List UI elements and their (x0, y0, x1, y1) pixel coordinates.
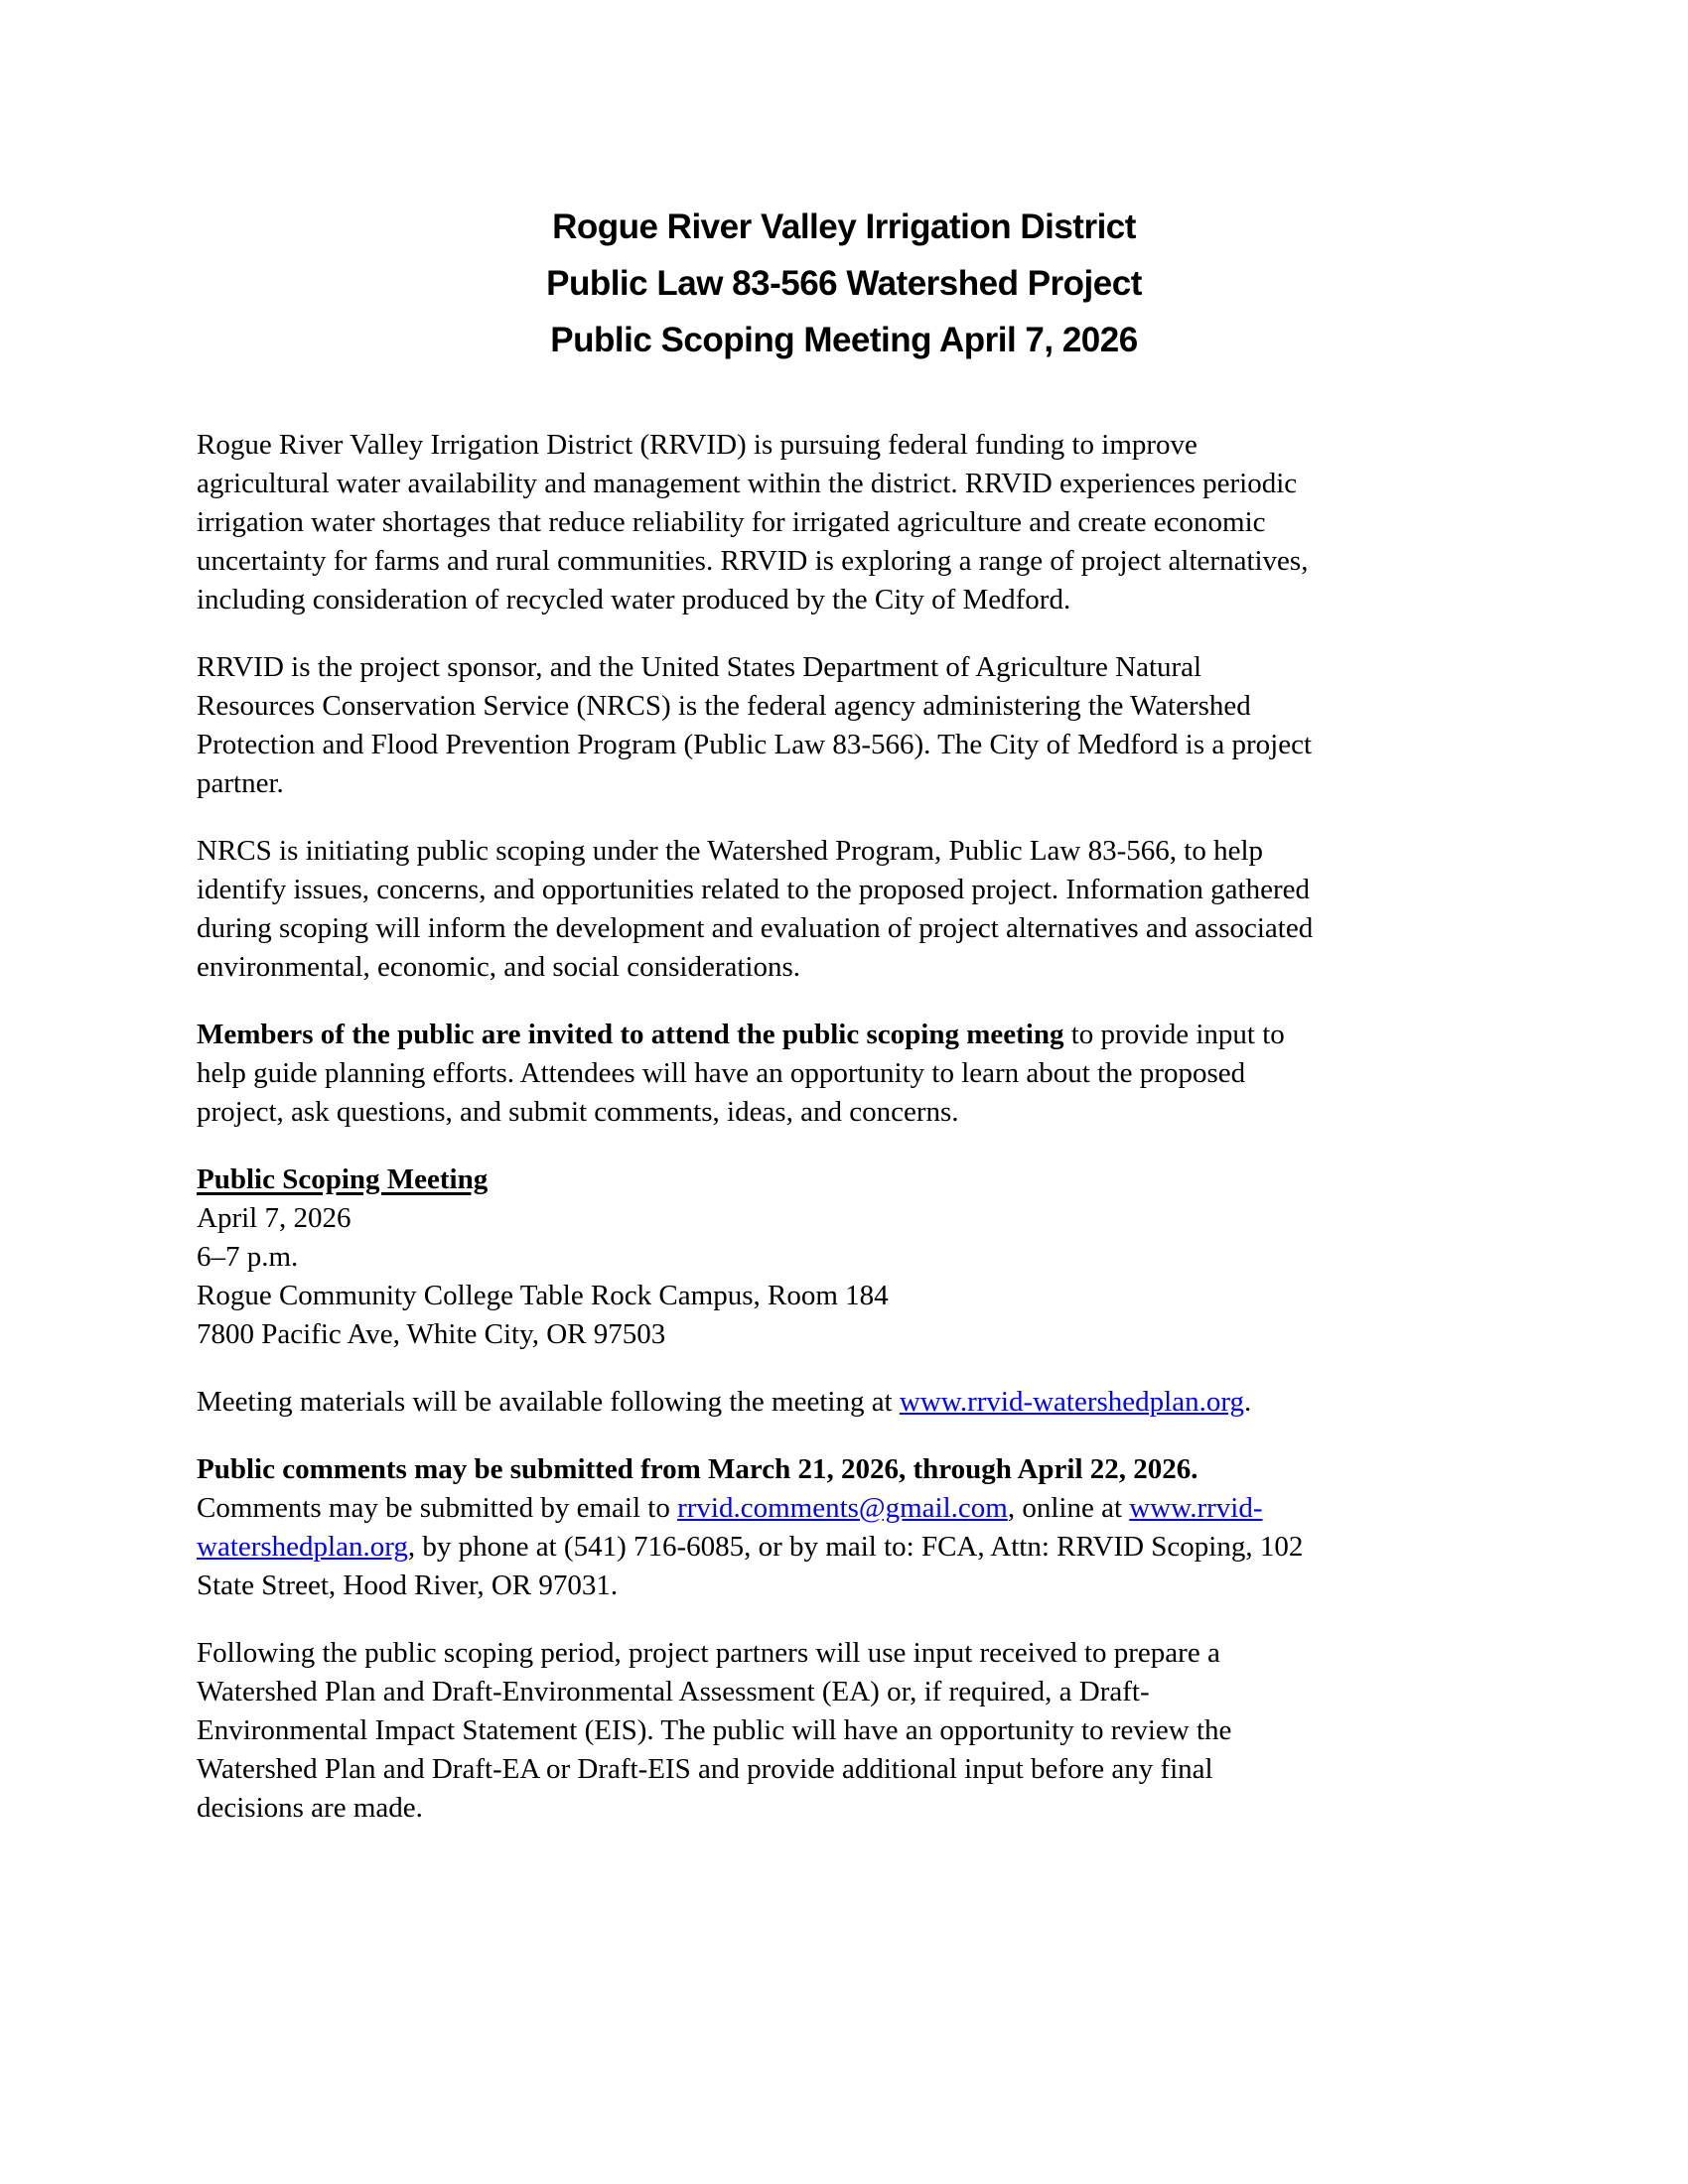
text-line (197, 726, 1491, 764)
text-run: , online at (1007, 1492, 1130, 1524)
text-run: 7800 Pacific Ave, White City, OR 97503 (197, 1318, 666, 1350)
title-line-1: Rogue River Valley Irrigation District (552, 207, 1136, 246)
bold-text-run: Public comments may be submitted from March 21, 2026, through April 22, 2026. (197, 1453, 1198, 1485)
hyperlink[interactable]: www.rrvid- (1129, 1492, 1263, 1524)
text-line (197, 764, 1491, 803)
text-run: Environmental Impact Statement (EIS). The public will have an opportunity to review the (197, 1714, 1232, 1746)
text-run: Watershed Plan and Draft-EA or Draft-EIS and provide additional input before any final (197, 1753, 1213, 1785)
text-line (197, 1673, 1491, 1711)
text-run: environmental, economic, and social considerations. (197, 951, 801, 983)
text-run: Meeting materials will be available following the meeting at (197, 1386, 900, 1418)
text-line (197, 1016, 1491, 1054)
text-run: identify issues, concerns, and opportunities related to the proposed project. Information gathered (197, 874, 1311, 905)
text-line (197, 1789, 1491, 1828)
text-run: irrigation water shortages that reduce reliability for irrigated agriculture and create economic (197, 506, 1266, 538)
intro-paragraph (197, 426, 1491, 619)
text-run: NRCS is initiating public scoping under the Watershed Program, Public Law 83-566, to help (197, 835, 1264, 867)
text-run: Rogue Community College Table Rock Campus, Room 184 (197, 1280, 889, 1311)
text-line (197, 1160, 1491, 1199)
text-run: State Street, Hood River, OR 97031. (197, 1570, 619, 1601)
invitation-paragraph (197, 1016, 1491, 1132)
text-line (197, 1450, 1491, 1489)
text-line (197, 648, 1491, 687)
section-heading: Public Scoping Meeting (197, 1163, 489, 1195)
text-line (197, 1750, 1491, 1789)
text-run: Protection and Flood Prevention Program (Public Law 83-566). The City of Medford is a project (197, 729, 1313, 760)
text-run: including consideration of recycled water produced by the City of Medford. (197, 584, 1071, 615)
text-line (197, 687, 1491, 726)
text-run: April 7, 2026 (197, 1202, 352, 1234)
text-run: Watershed Plan and Draft-Environmental Assessment (EA) or, if required, a Draft- (197, 1676, 1150, 1707)
text-line (197, 1277, 1491, 1315)
text-run: Following the public scoping period, project partners will use input received to prepare a (197, 1637, 1220, 1669)
next-steps-paragraph (197, 1634, 1491, 1828)
text-line (197, 948, 1491, 987)
text-line (197, 871, 1491, 909)
text-run: to provide input to (1063, 1019, 1285, 1050)
text-line (197, 909, 1491, 948)
text-run: during scoping will inform the development and evaluation of project alternatives and associated (197, 912, 1314, 944)
text-run: , by phone at (541) 716-6085, or by mail to: FCA, Attn: RRVID Scoping, 102 (407, 1531, 1304, 1563)
scoping-paragraph (197, 832, 1491, 987)
text-run: Resources Conservation Service (NRCS) is the federal agency administering the Watershed (197, 690, 1251, 722)
document-title (197, 199, 1491, 368)
text-line (197, 1093, 1491, 1132)
text-line (197, 1383, 1491, 1422)
hyperlink[interactable]: rrvid.comments@gmail.com (677, 1492, 1008, 1524)
text-line (197, 1315, 1491, 1354)
text-run: Comments may be submitted by email to (197, 1492, 678, 1524)
title-line-3: Public Scoping Meeting April 7, 2026 (550, 321, 1138, 359)
text-line (197, 581, 1491, 619)
sponsor-paragraph (197, 648, 1491, 803)
hyperlink[interactable]: www.rrvid-watershedplan.org (899, 1386, 1244, 1418)
text-run: partner. (197, 767, 284, 799)
text-line (197, 1238, 1491, 1277)
title-line-2: Public Law 83-566 Watershed Project (546, 264, 1142, 303)
text-line (197, 1528, 1491, 1567)
meeting-details (197, 1160, 1491, 1354)
text-line (197, 1054, 1491, 1093)
text-line (197, 832, 1491, 871)
comments-paragraph (197, 1450, 1491, 1605)
bold-text-run: Members of the public are invited to attend the public scoping meeting (197, 1019, 1064, 1050)
text-line (197, 542, 1491, 581)
text-run: Rogue River Valley Irrigation District (RRVID) is pursuing federal funding to improve (197, 429, 1197, 461)
text-line (197, 1199, 1491, 1238)
text-run: 6–7 p.m. (197, 1241, 299, 1273)
materials-paragraph (197, 1383, 1491, 1422)
text-line (197, 503, 1491, 542)
text-run: help guide planning efforts. Attendees will have an opportunity to learn about the proposed (197, 1057, 1246, 1089)
text-run: agricultural water availability and management within the district. RRVID experiences periodic (197, 468, 1298, 499)
text-line (197, 426, 1491, 465)
text-run: uncertainty for farms and rural communities. RRVID is exploring a range of project alternatives, (197, 545, 1309, 577)
text-line (197, 1489, 1491, 1528)
hyperlink[interactable]: watershedplan.org (197, 1531, 408, 1563)
text-run: RRVID is the project sponsor, and the United States Department of Agriculture Natural (197, 651, 1202, 683)
text-line (197, 1567, 1491, 1605)
document-body (197, 426, 1491, 1828)
text-run: project, ask questions, and submit comments, ideas, and concerns. (197, 1096, 959, 1128)
text-line (197, 1634, 1491, 1673)
text-run: . (1243, 1386, 1252, 1418)
text-line (197, 465, 1491, 503)
text-run: decisions are made. (197, 1792, 423, 1824)
text-line (197, 1711, 1491, 1750)
